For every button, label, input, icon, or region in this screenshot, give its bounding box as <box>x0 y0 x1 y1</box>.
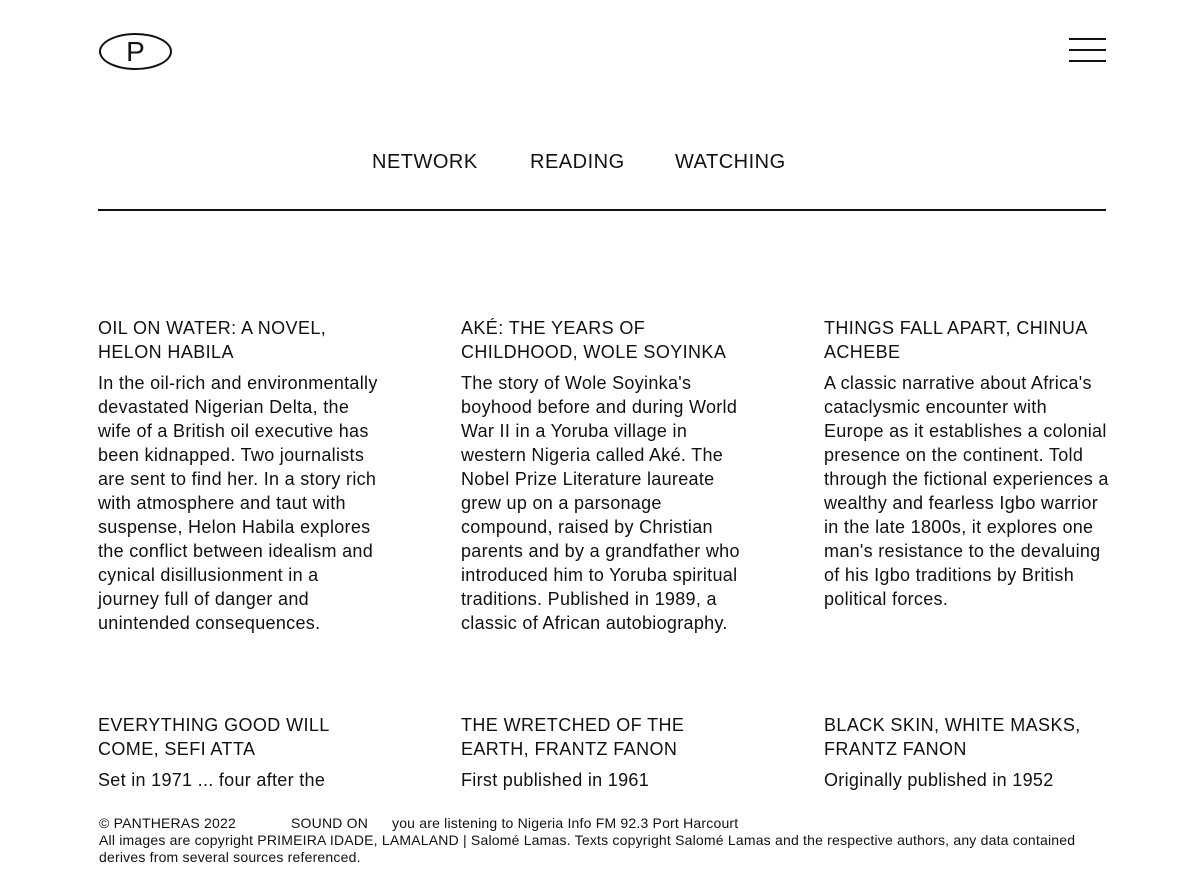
book-description: Set in 1971 ... four after the <box>98 770 326 790</box>
book-title: THINGS FALL APART, CHINUA ACHEBE <box>824 318 1087 362</box>
book-card <box>824 316 1108 635</box>
copyright-label: © PANTHERAS 2022 <box>99 815 236 831</box>
book-title: EVERYTHING GOOD WILL COME, SEFI ATTA <box>98 715 330 759</box>
book-card <box>461 713 824 792</box>
book-title: OIL ON WATER: A NOVEL, HELON HABILA <box>98 318 327 362</box>
book-description: In the oil-rich and environmentally devastated Nigerian Delta, the wife of a British oil executive has been kidnapped. Two journalists are sent to find her. In a story rich with atmosphere and taut with suspense, Helon Habila explores the conflict between idealism and cynical disillusionment in a journey full of danger and unintended consequences. <box>98 373 378 633</box>
reading-list <box>98 316 1108 792</box>
pantheras-logo[interactable] <box>99 33 172 70</box>
book-title: AKÉ: THE YEARS OF CHILDHOOD, WOLE SOYINKA <box>461 318 727 362</box>
book-description: The story of Wole Soyinka's boyhood before and during World War II in a Yoruba village in western Nigeria called Aké. The Nobel Prize Literature laureate grew up on a parsonage compound, raised by Christian parents and by a grandfather who introduced him to Yoruba spiritual traditions. Published in 1989, a classic of African autobiography. <box>461 373 740 633</box>
sound-toggle-button[interactable]: SOUND ON <box>291 815 369 831</box>
book-description: First published in 1961 <box>461 770 650 790</box>
nav-network[interactable]: NETWORK <box>372 151 478 173</box>
book-card <box>98 713 461 792</box>
menu-line-bottom <box>1069 60 1106 62</box>
nav-watching[interactable]: WATCHING <box>675 151 786 173</box>
footer-credits: All images are copyright PRIMEIRA IDADE, LAMALAND | Salomé Lamas. Texts copyright Salomé Lamas and the respective authors, any data contained derives from several sources referenced. <box>99 832 1076 865</box>
nav-divider <box>98 209 1106 211</box>
book-title: BLACK SKIN, WHITE MASKS, FRANTZ FANON <box>824 715 1081 759</box>
book-title: THE WRETCHED OF THE EARTH, FRANTZ FANON <box>461 715 685 759</box>
menu-line-middle <box>1069 49 1106 51</box>
main-nav <box>0 150 1200 176</box>
book-description: A classic narrative about Africa's cataclysmic encounter with Europe as it establishes a colonial presence on the continent. Told through the fictional experiences a wealthy and fearless Igbo warrior in the late 1800s, it explores one man's resistance to the devaluing of his Igbo traditions by British political forces. <box>824 373 1109 609</box>
now-playing-text: you are listening to Nigeria Info FM 92.3 Port Harcourt <box>392 815 739 831</box>
book-card <box>461 316 824 635</box>
logo-letter: P <box>126 36 145 67</box>
book-card <box>98 316 461 635</box>
nav-reading[interactable]: READING <box>530 151 625 173</box>
hamburger-menu-icon[interactable] <box>1069 37 1106 65</box>
book-description: Originally published in 1952 <box>824 770 1054 790</box>
site-footer <box>0 810 1200 881</box>
footer-status-row <box>99 815 738 832</box>
menu-line-top <box>1069 38 1106 40</box>
book-card <box>824 713 1108 792</box>
